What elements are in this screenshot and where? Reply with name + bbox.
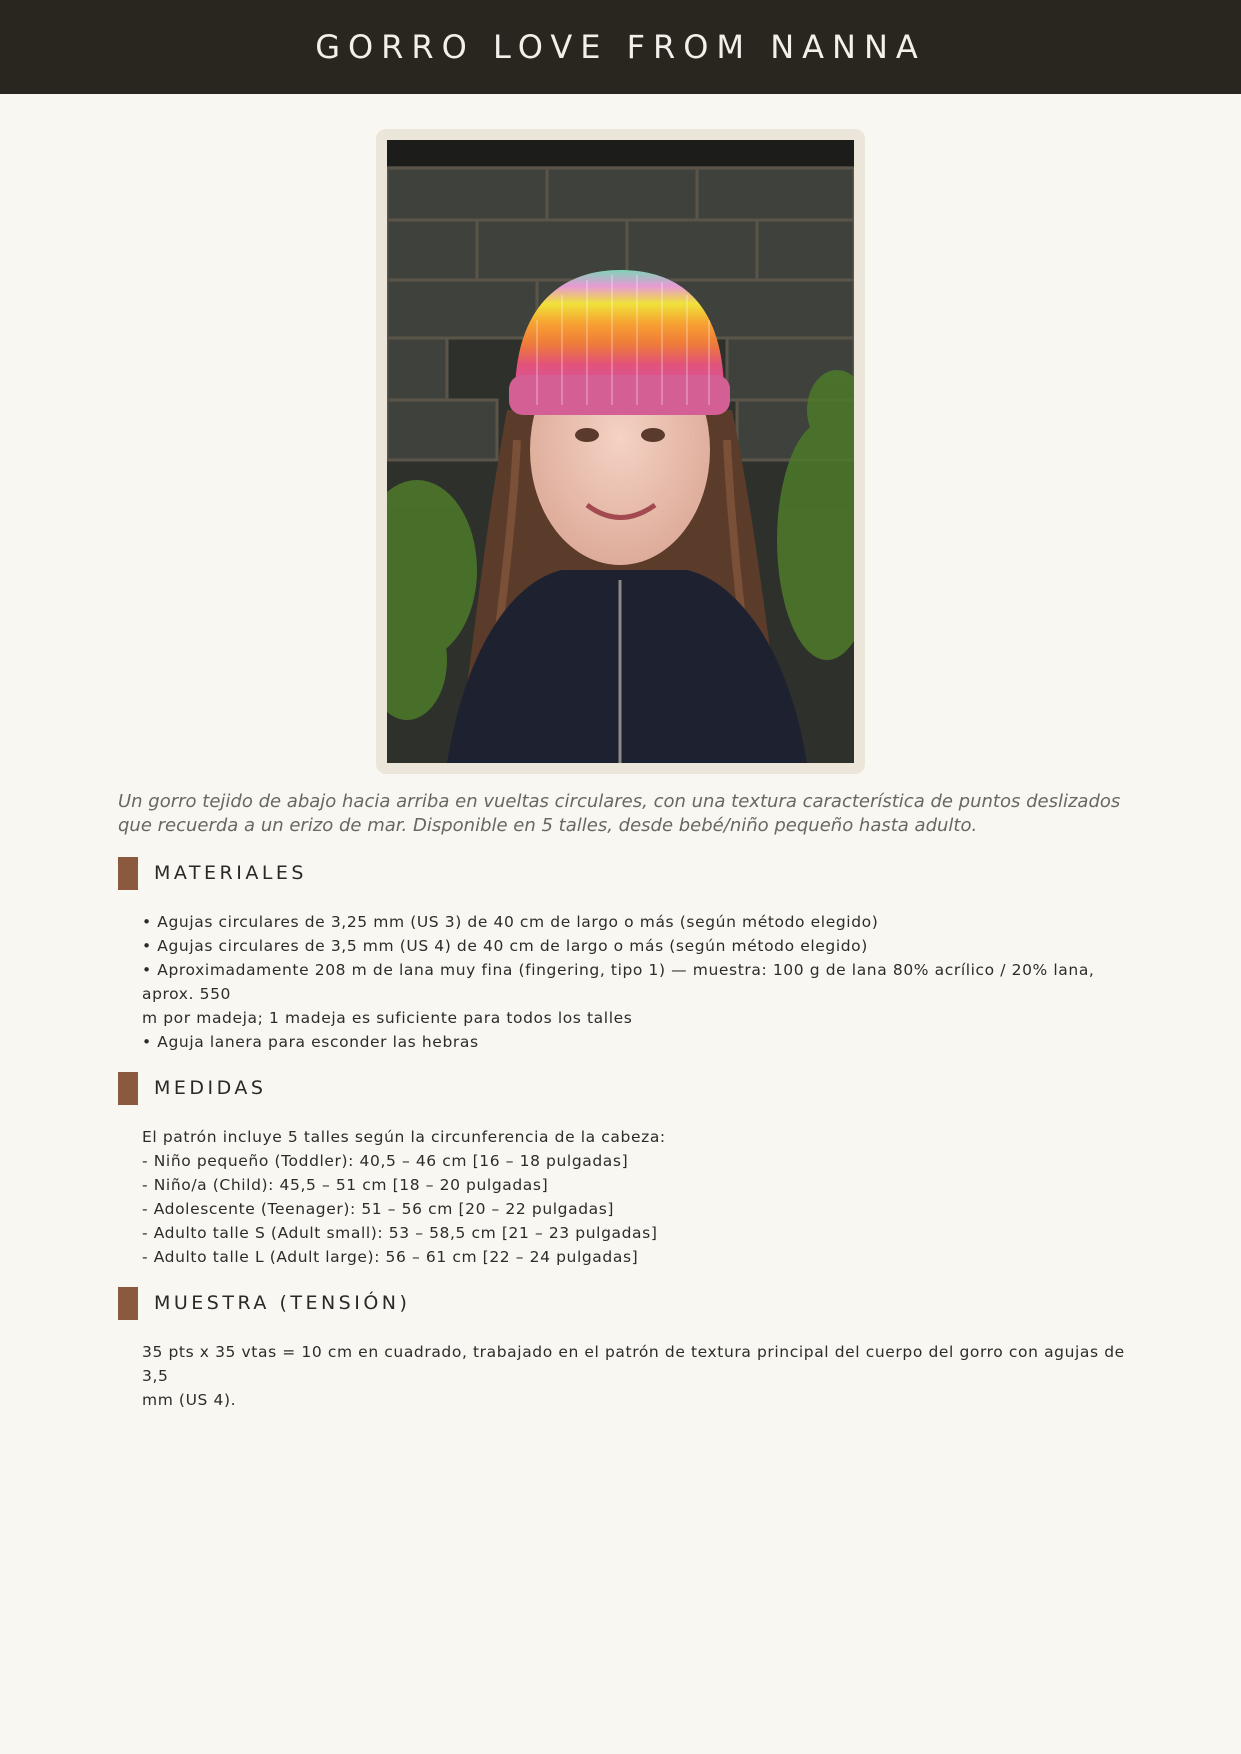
section-marker (118, 1287, 138, 1320)
gauge-text (142, 1340, 1131, 1412)
girl-wearing-hat-image (387, 140, 854, 763)
section-marker (118, 1072, 138, 1105)
list-item: • Agujas circulares de 3,25 mm (US 3) de 40 cm de largo o más (según método elegido) (142, 913, 879, 931)
list-item: 35 pts x 35 vtas = 10 cm en cuadrado, trabajado en el patrón de textura principal del cuerpo del gorro con agujas de 3,5 (142, 1343, 1131, 1385)
list-item: • Aproximadamente 208 m de lana muy fina (fingering, tipo 1) — muestra: 100 g de lana 80% acrílico / 20% lana, aprox. 550 (142, 961, 1100, 1003)
photo-frame (376, 129, 865, 774)
section-marker (118, 857, 138, 890)
gauge-section (118, 1286, 1131, 1412)
list-item: • Agujas circulares de 3,5 mm (US 4) de 40 cm de largo o más (según método elegido) (142, 937, 868, 955)
intro-text: Un gorro tejido de abajo hacia arriba en vueltas circulares, con una textura característica de puntos deslizados que recuerda a un erizo de mar. Disponible en 5 talles, desde bebé/niño pequeño hasta adulto. (118, 791, 1121, 836)
list-item: - Niño pequeño (Toddler): 40,5 – 46 cm [16 – 18 pulgadas] (142, 1152, 629, 1170)
measurements-list (142, 1125, 1128, 1269)
list-item: El patrón incluye 5 talles según la circunferencia de la cabeza: (142, 1128, 666, 1146)
list-item: - Adolescente (Teenager): 51 – 56 cm [20 – 22 pulgadas] (142, 1200, 615, 1218)
list-item: - Niño/a (Child): 45,5 – 51 cm [18 – 20 pulgadas] (142, 1176, 549, 1194)
list-item: mm (US 4). (142, 1391, 237, 1409)
list-item: - Adulto talle L (Adult large): 56 – 61 cm [22 – 24 pulgadas] (142, 1248, 639, 1266)
materials-section (118, 856, 1128, 1054)
section-heading: MUESTRA (TENSIÓN) (154, 1292, 411, 1314)
list-item: m por madeja; 1 madeja es suficiente para todos los talles (142, 1009, 633, 1027)
measurements-section (118, 1071, 1128, 1269)
list-item: • Aguja lanera para esconder las hebras (142, 1033, 479, 1051)
hat-photo (387, 140, 854, 763)
list-item: - Adulto talle S (Adult small): 53 – 58,5 cm [21 – 23 pulgadas] (142, 1224, 658, 1242)
page-header (0, 0, 1241, 94)
section-heading: MEDIDAS (154, 1077, 267, 1099)
page-title: GORRO LOVE FROM NANNA (315, 28, 926, 66)
section-heading: MATERIALES (154, 862, 307, 884)
materials-list (142, 910, 1128, 1054)
